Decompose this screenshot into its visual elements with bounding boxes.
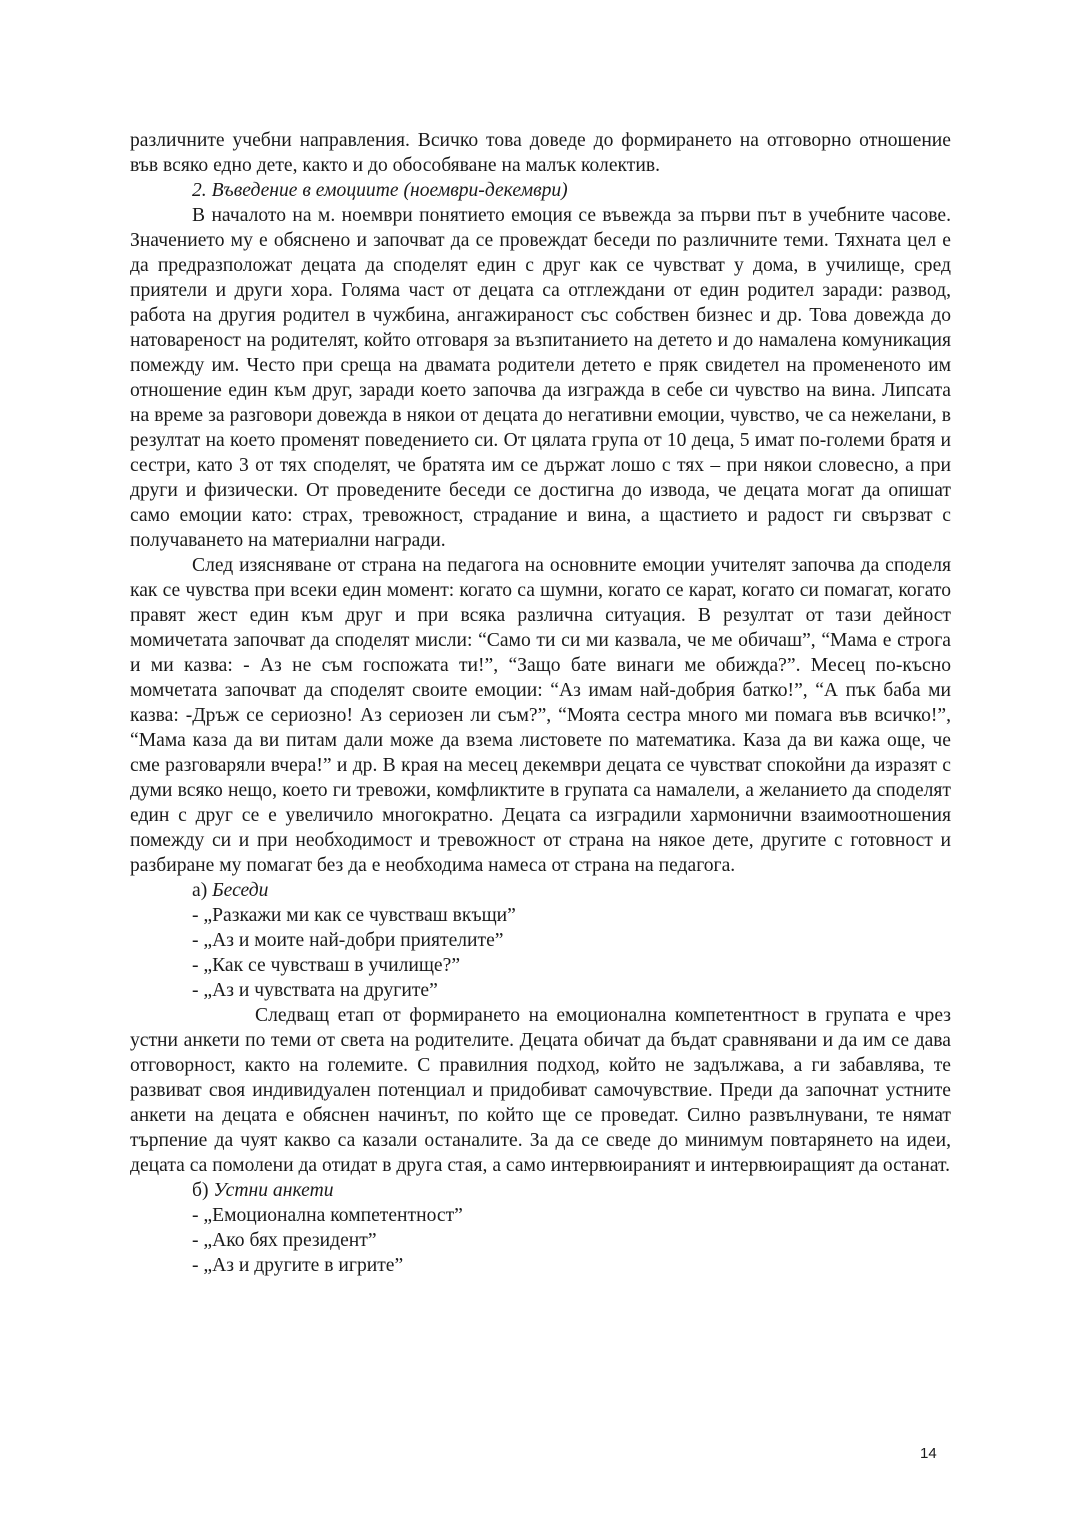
list-item: - „Аз и другите в игрите” bbox=[192, 1255, 404, 1276]
list-b-title: Устни анкети bbox=[213, 1180, 334, 1201]
list-b-marker: б) bbox=[192, 1180, 214, 1201]
paragraph-3: След изясняване от страна на педагога на основните емоции учителят започва да споделя как се чувства при всеки един момент: когато са шумни, когато се карат, когато си помагат, когато правят жест един към друг и при всяка различна ситуация. В резултат от тази дейност момичетата започват да споделят мисли: “Само ти си ми казвала, че ме обичаш”, “Мама е строга и ми казва: - Аз не съм госпожата ти!”, “Защо бате винаги ме обижда?”. Месец по-късно момчетата започват да споделят своите емоции: “Аз имам най-добрия батко!”, “А пък баба ми казва: -Дръж се сериозно! Аз сериозен ли съм?”, “Моята сестра много ми помага във всичко!”, “Мама каза да ви питам дали може да взема листовете по математика. Каза да ви кажа още, че сме разговаряли вчера!” и др. В края на месец декември децата се чувстват спокойни да изразят с думи всяко нещо, което ги тревожи, комфликтите в групата са намалели, а желанието да споделят един с друг се е увеличило многократно. Децата са изградили хармонични взаимоотношения помежду си и при необходимост и тревожност от страна на някое дете, другите с готовност и разбиране му помагат без да е необходима намеса от страна на педагога. bbox=[130, 555, 951, 876]
list-a-title: Беседи bbox=[212, 880, 269, 901]
page-number: 14 bbox=[920, 1445, 937, 1462]
document-body bbox=[130, 128, 951, 1278]
section-heading: 2. Въведение в емоциите (ноември-декември) bbox=[192, 180, 568, 201]
list-b-heading bbox=[130, 1178, 951, 1203]
list-item: - „Емоционална компетентност” bbox=[192, 1205, 463, 1226]
paragraph-2: В началото на м. ноември понятието емоция се въвежда за първи път в учебните часове. Значението му е обяснено и започват да се провеждат беседи по различните теми. Тяхната цел е да предразположат децата да споделят един с друг как се чувстват у дома, в училище, сред приятели и други хора. Голяма част от децата са отглеждани от един родител заради: развод, работа на другия родител в чужбина, ангажираност със собствен бизнес и др. Това довежда до натовареност на родителят, който отговаря за възпитанието на детето и до намалена комуникация помежду им. Често при среща на двамата родители детето е пряк свидетел на промененото им отношение един към друг, заради което започва да изгражда в себе си чувство на вина. Липсата на време за разговори довежда в някои от децата до негативни емоции, чувство, че са нежелани, в резултат на което променят поведението си. От цялата група от 10 деца, 5 имат по-големи братя и сестри, като 3 от тях споделят, че братята им се държат лошо с тях – при някои словесно, а при други и физически. От проведените беседи се достигна до извода, че децата могат да опишат само емоции като: страх, тревожност, страдание и вина, а щастието и радост ги свързват с получаването на материални награди. bbox=[130, 205, 951, 551]
list-item: - „Как се чувстваш в училище?” bbox=[192, 955, 461, 976]
list-a-heading bbox=[130, 878, 951, 903]
paragraph-4: Следващ етап от формирането на емоционална компетентност в групата е чрез устни анкети по теми от света на родителите. Децата обичат да бъдат сравнявани и да им се дава отговорност, както на големите. С правилния подход, който не задължава, а ги забавлява, те развиват своя индивидуален потенциал и придобиват самочувствие. Преди да започнат устните анкети на децата е обяснен начинът, по който ще се проведат. Силно развълнувани, те нямат търпение да чуят какво са казали останалите. За да се сведе до минимум повтарянето на идеи, децата са помолени да отидат в друга стая, а само интервюираният и интервюиращият да останат. bbox=[130, 1005, 951, 1176]
list-item: - „Разкажи ми как се чувстваш вкъщи” bbox=[192, 905, 516, 926]
list-item: - „Аз и чувствата на другите” bbox=[192, 980, 438, 1001]
list-item: - „Аз и моите най-добри приятелите” bbox=[192, 930, 504, 951]
paragraph-1: различните учебни направления. Всичко това доведе до формирането на отговорно отношение във всяко едно дете, както и до обособяване на малък колектив. bbox=[130, 130, 951, 176]
list-item: - „Ако бях президент” bbox=[192, 1230, 377, 1251]
list-a-marker: а) bbox=[192, 880, 213, 901]
